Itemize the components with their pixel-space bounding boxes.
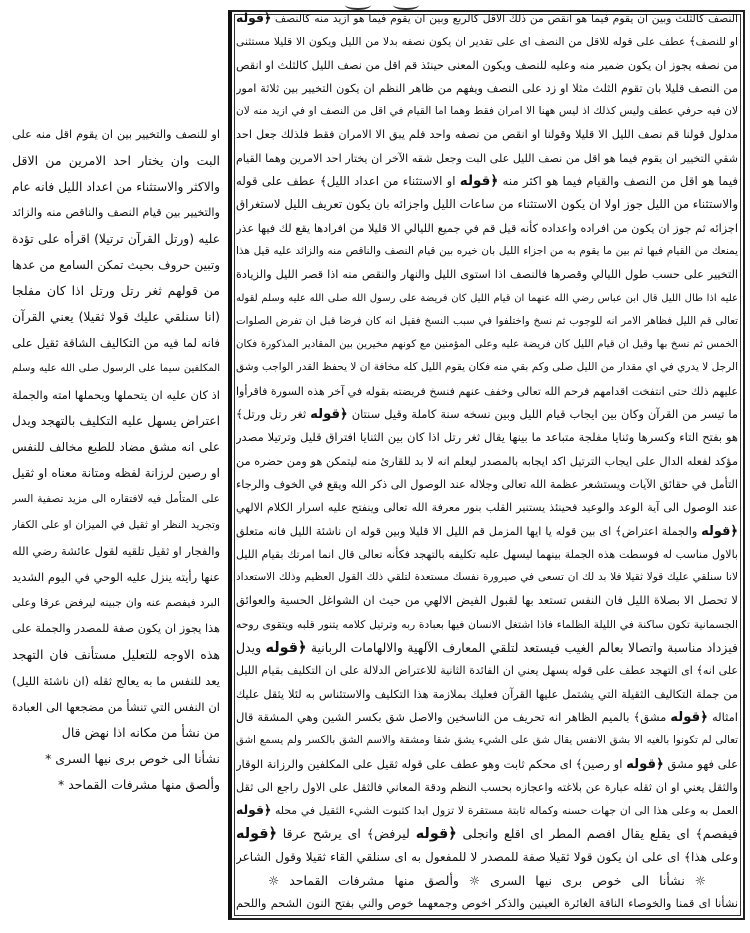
margin-text-line: (انا سنلقي عليك قولا ثقيلا) يعني القرآن — [12, 309, 220, 324]
margin-text-line: هذه الاوجه للتعليل مستأنف فان التهجد — [12, 647, 220, 662]
margin-text-line: عليه (ورتل القرآن ترتيلا) اقرأه على تؤدة — [12, 232, 220, 246]
text-line — [236, 403, 738, 426]
text-line: والاستثناء من الليل جوز اولا ان يكون الاستثناء من ساعات الليل واجزائه بان يكون تعريف الليل لاستغراق — [236, 197, 738, 212]
text-line: مدلول قولنا قم نصف الليل الا قليلا وقولنا او انقص من نصفه واحد فلم يبق الا الامران فقط فلذلك جعل احد — [236, 128, 738, 142]
text-line: مؤكد لفعله الدال على ايجاب الترتيل اكد ايجابه بالمصدر ليعلم انه لا بد للقارئ منه ليتمكن هو ومن حضره من — [236, 454, 738, 468]
text-line: من النصف قليلا بان تقوم الثلث مثلا او زد على النصف ويفهم من ظاهر النظم ان يكون التخيير بين ثلاثة امور — [236, 81, 738, 95]
text-line: لانا سنلقي عليك قولا ثقيلا فلا بد لك ان تسعى في صيرورة نفسك مستعدة لتلقي ذلك القول العظيم وذلك الاستعداد — [236, 571, 738, 584]
text-segment: ما تيسر من القرآن وكان بين ايجاب قيام الليل وبين نسخه سنة كاملة وقيل سنتان — [347, 407, 738, 422]
margin-text-line: هذا يجوز ان يكون صفة للمصدر والجملة على — [12, 622, 220, 635]
text-segment: فيزداد مناسبة واتصالا بعالم الغيب فيستعد لتلقي المعارف الآلهية والالهامات الربانية — [306, 640, 738, 656]
text-line: شقي التخيير ان يقوم فيما هو اقل من نصف الليل على البت وجعل شقه الآخر ان يختار احد الامرين وهما القيام — [236, 151, 738, 165]
text-segment: العمل به وعلى هذا الى ان جهات حسنه وكماله ثابتة مستقرة لا تزول ابدا كثبوت الشيء الثقيل في محله — [271, 804, 738, 818]
margin-text-line: البرد فيفصم عنه وان جبينه ليرفض عرقا وعلى — [12, 596, 220, 609]
text-line: عند الوصول الى آية الوعد والوعيد فحينئذ يستنير القلب بنور معرفة الله تعالى وينفتح عليه اسرار الكلام الالهي — [236, 501, 738, 515]
text-line — [236, 636, 738, 659]
margin-text-line: او للنصف والتخيير بين ان يقوم اقل منه على — [12, 128, 220, 141]
text-segment: مشق﴾ بالميم الظاهر انه تحريف من الناسخين والاصل شق بكسر الشين وهي المشقة قال — [236, 709, 671, 724]
qawluhu-keyword: ﴿قوله — [701, 523, 738, 539]
qawluhu-keyword: ﴿قوله — [236, 11, 272, 25]
text-segment: ثغر رتل ورتل﴾ — [236, 407, 311, 422]
text-line: تعالى لم تكونوا بالغيه الا بشق الانفس يقال شق على الشيء يشق شقا ومشقة والاسم الشق بالكسر ولم يسمع اشق — [236, 734, 738, 747]
text-line: هو بفتح التاء وكسرها وثنايا مفلجة متباعد ما بينها يقال ثغر رتل اذا كان بين الثنايا افتراق قليل وترتيلا مصدر — [236, 430, 738, 445]
text-line — [236, 753, 738, 776]
main-commentary-text — [236, 7, 738, 916]
qawluhu-keyword: ﴿قوله — [459, 173, 499, 190]
margin-text-line: على المتأمل فيه لافتقاره الى مزيد تصفية السر — [12, 493, 220, 505]
text-line: نشأنا اى قمنا والخوصاء الناقة الغائرة العينين والذكر اخوص وجمعهما خوص والني بفتح النون الشحم واللحم — [236, 897, 738, 911]
text-line: على انه﴾ اى التهجد عطف على قوله يسهل يعني ان الفائدة الثانية للاعتراض الدلالة على ان التكليف بقيام الليل — [236, 664, 738, 678]
qawluhu-keyword: ﴿قوله — [626, 756, 664, 772]
qawluhu-keyword: ﴿قوله — [415, 826, 457, 843]
text-line — [236, 822, 738, 845]
margin-text-line: وتبين حروف بحيث تمكن السامع من عدها — [12, 258, 220, 272]
text-line: من جملة التكاليف الثقيلة التي يشتمل عليها القرآن فعليك بملازمة هذا التكليف والاستئناس به لئلا يثقل عليك — [236, 687, 738, 701]
text-segment: او رصين﴾ اى محكم ثابت وهو عطف على قوله ثقيل على المكلفين والرزانة الوقار — [236, 756, 627, 771]
text-line: وعلى هذا﴾ اى على ان يكون قولا ثقيلا صفة للمصدر لا للمفعول به اى سنلقي القاء ثقيلا وقول الشاعر — [236, 849, 738, 864]
text-line — [236, 799, 738, 822]
margin-text-line: ان النفس التي تنشأ من مضجعها الى العبادة — [12, 700, 220, 714]
margin-text-line: او رصين لرزانة لفظه ومتانة معناه او ثقيل — [12, 466, 220, 480]
text-line: يمنعك من القيام فيها ثم بين ما يقوم به من اجزاء الليل بان خيره بين قيام النصف والناقص منه والزائد عليه قيل هذا — [236, 244, 738, 257]
text-line — [236, 520, 738, 543]
text-segment: ليرفض﴾ اى يرشح عرقا — [276, 826, 416, 842]
margin-text-line: من نشأ من مكانه اذا نهض قال — [61, 725, 220, 740]
text-segment: فيما هو اقل من النصف والقيام فيما هو اكثر منه — [498, 174, 738, 189]
margin-text-line: اذ كان عليه ان يتحملها ويحملها امته والجملة — [12, 388, 220, 402]
margin-text-line: والاكثر والاستثناء من اعداد الليل فانه عام — [12, 180, 220, 194]
text-line: لا تحصل الا بصلاة الليل فان النفس تستعد بها لقبول الفيض الالهي من حيث ان الشواغل الحسية والعوائق — [236, 593, 738, 608]
text-segment: ويدل — [236, 640, 266, 656]
qawluhu-keyword: ﴿قوله — [670, 709, 708, 725]
text-segment: امثاله — [707, 709, 738, 724]
qawluhu-keyword: ﴿قوله — [310, 407, 348, 423]
text-line: لان فيه حرفي عطف وليس كذلك اذ ليس ههنا الا امران فقط وهما اما القيام في اقل من النصف او في ازيد منه لان — [236, 105, 738, 118]
text-line: والثقل يعني او ان ثقله عبارة عن بلاغته واعجازه بحسب النظم ودقة المعاني فالثقل على الاول راجع الى ثقل — [236, 780, 738, 794]
text-line: التأمل في حقائق الآيات ويستشعر عظمة الله تعالى وجلاله عند الوصول الى ذكر الله ويقع في الخوف والرجاء — [236, 477, 738, 491]
text-line: اجزائه ثم جوز ان يكون من افراده واعداده كأنه قيل قم في جميع الليالي الا قليلا من افرادها يقع لك فيها عذر — [236, 221, 738, 235]
margin-text-line: اعتراض يسهل عليه التكليف بالتهجد ويدل — [12, 414, 220, 428]
text-line: بالاول مناسب له فوسطت هذه الجملة بينهما ليسهل عليه تكليفه بالتهجد فكأنه تعالى قال انما امرتك بقيام الليل — [236, 547, 738, 561]
margin-text-line: والفجار او ثقيل تلقيه لقول عائشة رضي الله — [12, 544, 220, 558]
text-line — [236, 170, 738, 193]
text-line: من نصفه يجوز ان يكون ضمير منه وعليه للنصف ويكون المعنى حينئذ قم اقل من نصف الليل كالثلث او انقص — [236, 58, 738, 72]
margin-text-line: البت وان يختار احد الامرين من الاقل — [12, 153, 220, 168]
qawluhu-keyword: ﴿قوله — [236, 803, 272, 818]
text-line: الخمس ثم نسخ بها وقيل ان قيام الليل كان فريضة عليه وعلى المؤمنين مع كونهم مخيرين بين المقادير المذكورة فكان — [236, 338, 738, 351]
text-line — [236, 7, 738, 30]
margin-text-line: فانه لما فيه من التكاليف الشاقة ثقيل على — [12, 336, 220, 350]
text-segment: النصف كالثلث وبين ان يقوم فيما هو انقص من ذلك الاقل كالربع وبين ان يقوم فيما هو ازيد منه كالنصف — [271, 12, 738, 25]
verse-line: ☼ نشأنا الى خوص برى نيها السرى ☼ وألصق منها مشرفات القماحد ☼ — [268, 872, 706, 888]
margin-text-line: المكلفين سيما على الرسول صلى الله عليه وسلم — [12, 363, 220, 374]
text-line: عليهم ذلك حتى انتفخت اقدامهم فرحم الله تعالى وخفف عنهم فنسخ فريضته بقوله في آخر هذه السورة فاقرأوا — [236, 384, 738, 398]
text-line: التخيير على حسب طول الليالي وقصرها فالنصف اذا استوى الليل والنهار والنقص منه اذا قصر الليل والزيادة — [236, 268, 738, 282]
text-segment: والجملة اعتراض﴾ اى بين قوله يا ايها المزمل قم الليل الا قليلا وبين قوله ان ناشئة الليل فانه متعلق — [236, 524, 702, 538]
text-line: عليه اذا طال الليل قال ابن عباس رضي الله عنهما ان قيام الليل كان فريضة على رسول الله صلى الله عليه وسلم لقوله — [236, 292, 738, 304]
margin-text-line: وتجريد النظر او ثقيل في الميزان او على الكفار — [12, 519, 220, 531]
margin-text-line: يعد للنفس ما به يعالج ثقله (ان ناشئة الليل) — [12, 674, 220, 688]
text-line: او للنصف﴾ عطف على قوله للاقل من النصف اى على تقدير ان يكون نصفه بدلا من الليل ويكون الا قليلا مستثنى — [236, 35, 738, 49]
margin-text-line: وألصق منها مشرفات القماحد * — [58, 777, 220, 792]
margin-text-line: من قولهم ثغر رتل ورتل اذا كان مفلجا — [12, 283, 220, 298]
text-segment: فيفصم﴾ اى يقلع يقال افصم المطر اى اقلع وانجلى — [456, 826, 738, 842]
margin-commentary-text — [12, 122, 220, 798]
qawluhu-keyword: ﴿قوله — [265, 640, 307, 657]
margin-text-line: نشأنا الى خوص برى نيها السرى * — [45, 751, 220, 766]
qawluhu-keyword: ﴿قوله — [236, 826, 277, 843]
text-line — [236, 706, 738, 729]
margin-text-line: على انه مشق مضاد للطبع مخالف للنفس — [12, 440, 220, 454]
text-line: الرجل لا يدري في اي مقدار من الليل صلى وكم بقي منه فكان يقوم الليل كله مخافة ان لا يحفظ القدر الواجب وشق — [236, 361, 738, 374]
margin-text-line: والتخيير بين قيام النصف والناقص منه والزائد — [12, 206, 220, 219]
text-line: الجسمانية تكون ساكنة في الليلة الظلماء فاذا اشتغل الانسان فيها بعبادة ربه وترتيل كلامه يتنور قلبه ويتقوى روحه — [236, 617, 738, 631]
text-line: تعالى قم الليل فظاهر الامر انه للوجوب ثم نسخ واختلفوا في سبب النسخ فقيل انه كان فرضا قبل ان تفرض الصلوات — [236, 314, 738, 327]
margin-text-line: عنها رأيته ينزل عليه الوحي في اليوم الشديد — [12, 570, 220, 584]
text-segment: او الاستثناء من اعداد الليل﴾ عطف على قوله — [236, 174, 460, 189]
text-segment: على فهو مشق — [663, 756, 738, 771]
